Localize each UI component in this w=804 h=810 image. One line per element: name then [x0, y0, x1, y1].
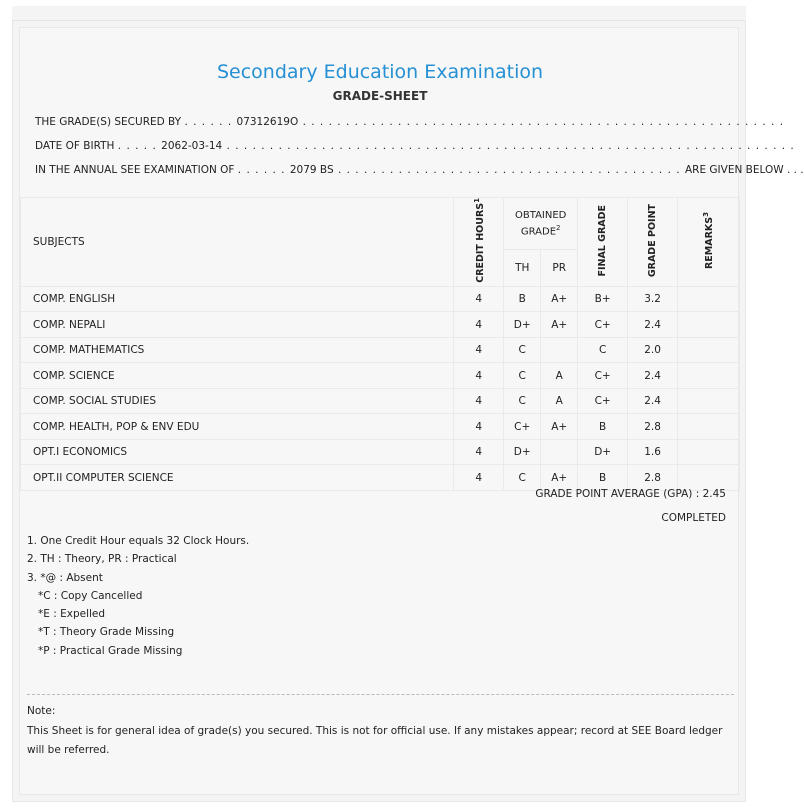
grade-sheet-inner — [19, 27, 804, 795]
exam-label: IN THE ANNUAL SEE EXAMINATION OF — [35, 164, 235, 176]
dob-value: 2062-03-14 — [161, 140, 223, 152]
footnote: *P : Practical Grade Missing — [38, 644, 183, 657]
th-header: TH — [504, 250, 541, 286]
pr-cell: A — [541, 363, 578, 389]
table-row — [21, 388, 740, 414]
subject-cell: COMP. ENGLISH — [21, 286, 454, 312]
gpa-value: 2.45 — [702, 488, 726, 500]
table-row — [21, 465, 740, 491]
th-cell: C — [504, 337, 541, 363]
pr-cell: A+ — [541, 286, 578, 312]
exam-year: 2079 BS — [289, 164, 334, 176]
symbol-number: 07312619O — [236, 116, 299, 128]
pr-cell — [541, 439, 578, 465]
final-cell: B — [578, 465, 628, 491]
point-cell: 1.6 — [628, 439, 678, 465]
th-cell: D+ — [504, 439, 541, 465]
th-cell: C — [504, 363, 541, 389]
note-divider — [27, 694, 734, 695]
final-cell: D+ — [578, 439, 628, 465]
point-cell: 2.8 — [628, 414, 678, 440]
exam-line: IN THE ANNUAL SEE EXAMINATION OF . . . . . . 2079 BS . . . . . . . . . . . . . . . . . . . . . . . . . . . . . . . . . . . . . . . . ARE GIVEN BELOW . . . — [35, 164, 804, 176]
footnotes — [27, 532, 249, 660]
exam-suffix: ARE GIVEN BELOW . . . — [684, 164, 804, 176]
th-cell: C — [504, 465, 541, 491]
secured-by-label: THE GRADE(S) SECURED BY — [35, 116, 182, 128]
final-cell: B — [578, 414, 628, 440]
subject-cell: COMP. HEALTH, POP & ENV EDU — [21, 414, 454, 440]
dob-label: DATE OF BIRTH — [35, 140, 115, 152]
table-header-row — [21, 198, 740, 250]
credit-cell: 4 — [454, 439, 504, 465]
remarks-cell — [678, 286, 740, 312]
point-cell: 2.4 — [628, 363, 678, 389]
footnote: *T : Theory Grade Missing — [38, 626, 175, 639]
grade-sheet-panel — [12, 20, 804, 802]
remarks-cell — [678, 312, 740, 338]
credit-cell: 4 — [454, 363, 504, 389]
remarks-cell — [678, 465, 740, 491]
subject-cell: COMP. SCIENCE — [21, 363, 454, 389]
point-cell: 2.0 — [628, 337, 678, 363]
grade-point-header: GRADE POINT — [628, 198, 678, 287]
pr-cell: A+ — [541, 414, 578, 440]
credit-cell: 4 — [454, 465, 504, 491]
credit-cell: 4 — [454, 337, 504, 363]
note-text: This Sheet is for general idea of grade(s) you secured. This is not for official use. If any mistakes appear; record at SEE Board ledger will be referred. — [27, 725, 723, 756]
credit-cell: 4 — [454, 286, 504, 312]
credit-cell: 4 — [454, 312, 504, 338]
gpa-label: GRADE POINT AVERAGE (GPA) : — [535, 488, 700, 500]
footnote: *C : Copy Cancelled — [38, 589, 143, 602]
remarks-header: REMARKS$^3$ — [678, 198, 740, 287]
gpa-line — [535, 488, 726, 500]
table-row — [21, 363, 740, 389]
subject-cell: OPT.II COMPUTER SCIENCE — [21, 465, 454, 491]
footnote: 2. TH : Theory, PR : Practical — [27, 553, 177, 566]
remarks-cell — [678, 337, 740, 363]
secured-by-line: THE GRADE(S) SECURED BY . . . . . . 07312619O . . . . . . . . . . . . . . . . . . . . . . . . . . . . . . . . . . . . . . . . . . . . . . . . . . . . . . . . — [35, 116, 785, 128]
remarks-cell — [678, 414, 740, 440]
footnote: 3. *@ : Absent — [27, 571, 103, 584]
th-cell: D+ — [504, 312, 541, 338]
status-text: COMPLETED — [661, 512, 726, 524]
subject-cell: COMP. SOCIAL STUDIES — [21, 388, 454, 414]
credit-cell: 4 — [454, 388, 504, 414]
final-cell: C+ — [578, 363, 628, 389]
table-row — [21, 414, 740, 440]
subject-cell: OPT.I ECONOMICS — [21, 439, 454, 465]
pr-header: PR — [541, 250, 578, 286]
final-cell: C — [578, 337, 628, 363]
final-cell: C+ — [578, 388, 628, 414]
pr-cell: A+ — [541, 312, 578, 338]
page-title: Secondary Education Examination — [216, 61, 544, 83]
obtained-grade-header: OBTAINED GRADE$^2$ — [504, 198, 578, 250]
credit-hours-header: CREDIT HOURS$^1$ — [454, 198, 504, 287]
remarks-cell — [678, 388, 740, 414]
th-cell: C+ — [504, 414, 541, 440]
table-row — [21, 337, 740, 363]
remarks-cell — [678, 363, 740, 389]
point-cell: 3.2 — [628, 286, 678, 312]
pr-cell: A+ — [541, 465, 578, 491]
th-cell: B — [504, 286, 541, 312]
point-cell: 2.8 — [628, 465, 678, 491]
note-title: Note: — [27, 705, 56, 717]
footnote: 1. One Credit Hour equals 32 Clock Hours. — [27, 535, 250, 547]
final-cell: C+ — [578, 312, 628, 338]
footnote: *E : Expelled — [38, 608, 106, 621]
subject-cell: COMP. NEPALI — [21, 312, 454, 338]
point-cell: 2.4 — [628, 312, 678, 338]
subject-cell: COMP. MATHEMATICS — [21, 337, 454, 363]
grades-table — [20, 197, 740, 491]
point-cell: 2.4 — [628, 388, 678, 414]
remarks-cell — [678, 439, 740, 465]
page-subtitle: GRADE-SHEET — [332, 89, 428, 103]
table-row — [21, 439, 740, 465]
pr-cell — [541, 337, 578, 363]
subjects-header: SUBJECTS — [21, 198, 454, 287]
dob-line: DATE OF BIRTH . . . . . 2062-03-14 . . . . . . . . . . . . . . . . . . . . . . . . . . . . . . . . . . . . . . . . . . . . . . . . . . . . . . . . . . . . . . . . . . — [35, 140, 795, 152]
final-cell: B+ — [578, 286, 628, 312]
th-cell: C — [504, 388, 541, 414]
pr-cell: A — [541, 388, 578, 414]
final-grade-header: FINAL GRADE — [578, 198, 628, 287]
table-row — [21, 286, 740, 312]
table-row — [21, 312, 740, 338]
credit-cell: 4 — [454, 414, 504, 440]
